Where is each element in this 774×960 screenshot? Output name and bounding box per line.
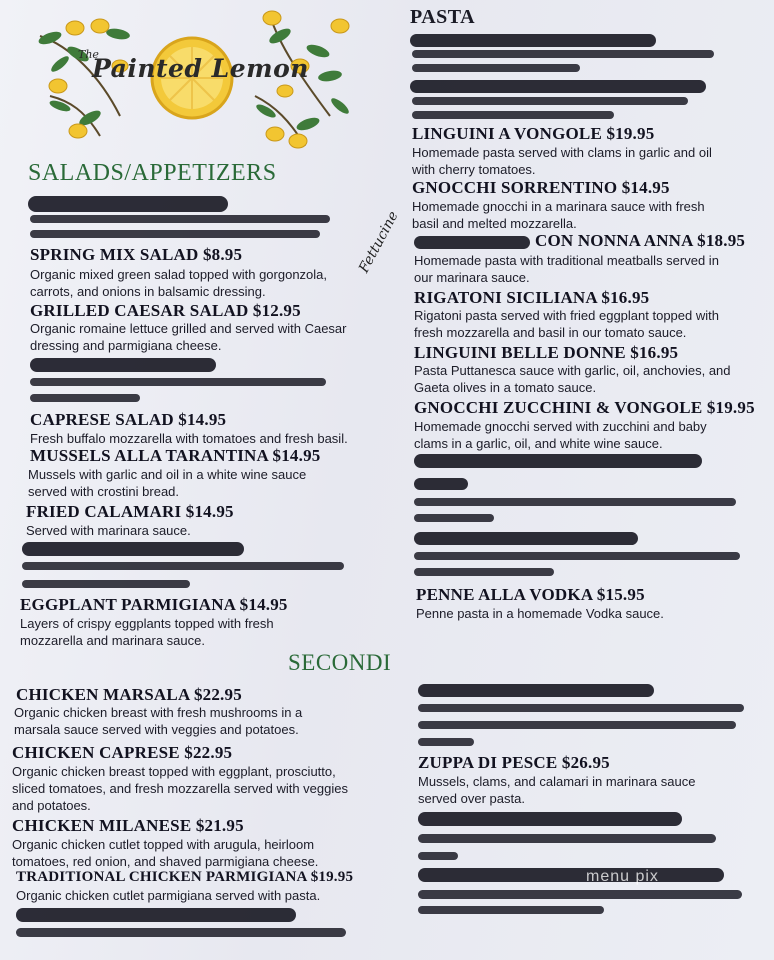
redaction-mark bbox=[418, 684, 654, 697]
handwritten-note: Fettucine bbox=[356, 208, 402, 276]
redaction-mark bbox=[414, 498, 736, 506]
redaction-mark bbox=[418, 868, 724, 882]
menu-item-desc: Organic mixed green salad topped with gorgonzola, carrots, and onions in balsamic dressing. bbox=[30, 267, 328, 299]
menu-item-desc: Organic chicken cutlet parmigiana served with pasta. bbox=[16, 888, 321, 903]
menu-item-title: LINGUINI A VONGOLE $19.95 bbox=[412, 124, 655, 143]
menu-item-desc: Mussels with garlic and oil in a white wine sauce served with crostini bread. bbox=[28, 467, 307, 499]
menu-item-desc: Homemade pasta with traditional meatballs served in our marinara sauce. bbox=[414, 253, 719, 285]
redaction-mark bbox=[414, 478, 468, 490]
menu-item-desc: Fresh buffalo mozzarella with tomatoes and fresh basil. bbox=[30, 431, 348, 446]
redaction-mark bbox=[414, 454, 702, 468]
salads-appetizers-heading: SALADS/APPETIZERS bbox=[28, 160, 277, 186]
redaction-mark bbox=[418, 906, 604, 914]
redaction-mark bbox=[412, 97, 688, 105]
menu-item-desc: Homemade pasta served with clams in garlic and oil with cherry tomatoes. bbox=[412, 145, 712, 177]
redaction-mark bbox=[30, 378, 326, 386]
menu-item-desc: Organic chicken breast topped with eggplant, prosciutto, sliced tomatoes, and fresh mozzarella served with veggies and potatoes. bbox=[12, 764, 348, 813]
pasta-heading: PASTA bbox=[410, 6, 476, 28]
menu-item-desc: Organic romaine lettuce grilled and served with Caesar dressing and parmigiana cheese. bbox=[30, 321, 347, 353]
redaction-mark bbox=[418, 704, 744, 712]
menu-item-title: GNOCCHI SORRENTINO $14.95 bbox=[412, 178, 670, 197]
redaction-mark bbox=[412, 50, 714, 58]
redaction-mark bbox=[418, 852, 458, 860]
redaction-mark bbox=[30, 394, 140, 402]
redaction-mark bbox=[28, 196, 228, 212]
redaction-mark bbox=[412, 111, 614, 119]
redaction-mark bbox=[418, 890, 742, 899]
menu-item-desc: Rigatoni pasta served with fried eggplant topped with fresh mozzarella and basil in our tomato sauce. bbox=[414, 308, 719, 340]
menu-item-title: RIGATONI SICILIANA $16.95 bbox=[414, 288, 650, 307]
menu-item-title: EGGPLANT PARMIGIANA $14.95 bbox=[20, 595, 288, 614]
redaction-mark bbox=[414, 568, 554, 576]
menu-item-title: FRIED CALAMARI $14.95 bbox=[26, 502, 234, 521]
redaction-mark bbox=[30, 358, 216, 372]
menu-item-title: LINGUINI BELLE DONNE $16.95 bbox=[414, 343, 679, 362]
watermark: menu pix bbox=[586, 868, 659, 885]
menu-item-title: CHICKEN MARSALA $22.95 bbox=[16, 685, 242, 704]
menu-item-desc: Organic chicken cutlet topped with arugula, heirloom tomatoes, red onion, and shaved parmigiana cheese. bbox=[12, 837, 319, 869]
redaction-mark bbox=[418, 812, 682, 826]
menu-item-desc: Penne pasta in a homemade Vodka sauce. bbox=[416, 606, 664, 621]
menu-item-title: GRILLED CAESAR SALAD $12.95 bbox=[30, 301, 301, 320]
menu-item-desc: Homemade gnocchi in a marinara sauce with fresh basil and melted mozzarella. bbox=[412, 199, 705, 231]
menu-item-title: CHICKEN CAPRESE $22.95 bbox=[12, 743, 233, 762]
menu-item-title: CON NONNA ANNA $18.95 bbox=[535, 231, 746, 250]
menu-item-desc: Homemade gnocchi served with zucchini and baby clams in a garlic, oil, and white wine sauce. bbox=[414, 419, 707, 451]
redaction-mark bbox=[22, 562, 344, 570]
menu-item-title: SPRING MIX SALAD $8.95 bbox=[30, 245, 243, 264]
redaction-mark bbox=[412, 64, 580, 72]
redaction-mark bbox=[418, 738, 474, 746]
menu-item-title: CAPRESE SALAD $14.95 bbox=[30, 410, 227, 429]
redaction-mark bbox=[418, 834, 716, 843]
redaction-mark bbox=[30, 215, 330, 223]
redaction-mark bbox=[16, 908, 296, 922]
redaction-mark bbox=[418, 721, 736, 729]
redaction-mark bbox=[30, 230, 320, 238]
menu-item-title: ZUPPA DI PESCE $26.95 bbox=[418, 753, 610, 772]
menu-item-title: TRADITIONAL CHICKEN PARMIGIANA $19.95 bbox=[16, 869, 354, 885]
menu-item-title: PENNE ALLA VODKA $15.95 bbox=[416, 585, 645, 604]
restaurant-logo bbox=[30, 6, 360, 156]
menu-item-desc: Layers of crispy eggplants topped with fresh mozzarella and marinara sauce. bbox=[20, 616, 274, 648]
menu-item-desc: Mussels, clams, and calamari in marinara sauce served over pasta. bbox=[418, 774, 696, 806]
redaction-mark bbox=[16, 928, 346, 937]
menu-item-desc: Served with marinara sauce. bbox=[26, 523, 191, 538]
logo-article: The bbox=[78, 48, 99, 61]
menu-item-desc: Pasta Puttanesca sauce with garlic, oil, anchovies, and Gaeta olives in a tomato sauce. bbox=[414, 363, 731, 395]
redaction-mark bbox=[414, 514, 494, 522]
menu-item-desc: Organic chicken breast with fresh mushrooms in a marsala sauce served with veggies and potatoes. bbox=[14, 705, 303, 737]
redaction-mark bbox=[414, 236, 530, 249]
redaction-mark bbox=[22, 580, 190, 588]
redaction-mark bbox=[22, 542, 244, 556]
menu-item-title: MUSSELS ALLA TARANTINA $14.95 bbox=[30, 446, 321, 465]
redaction-mark bbox=[410, 80, 706, 93]
secondi-heading: SECONDI bbox=[288, 650, 392, 675]
redaction-mark bbox=[414, 532, 638, 545]
menu-item-title: CHICKEN MILANESE $21.95 bbox=[12, 816, 244, 835]
menu-item-title: GNOCCHI ZUCCHINI & VONGOLE $19.95 bbox=[414, 398, 755, 417]
logo-name: Painted Lemon bbox=[92, 54, 309, 83]
redaction-mark bbox=[414, 552, 740, 560]
redaction-mark bbox=[410, 34, 656, 47]
